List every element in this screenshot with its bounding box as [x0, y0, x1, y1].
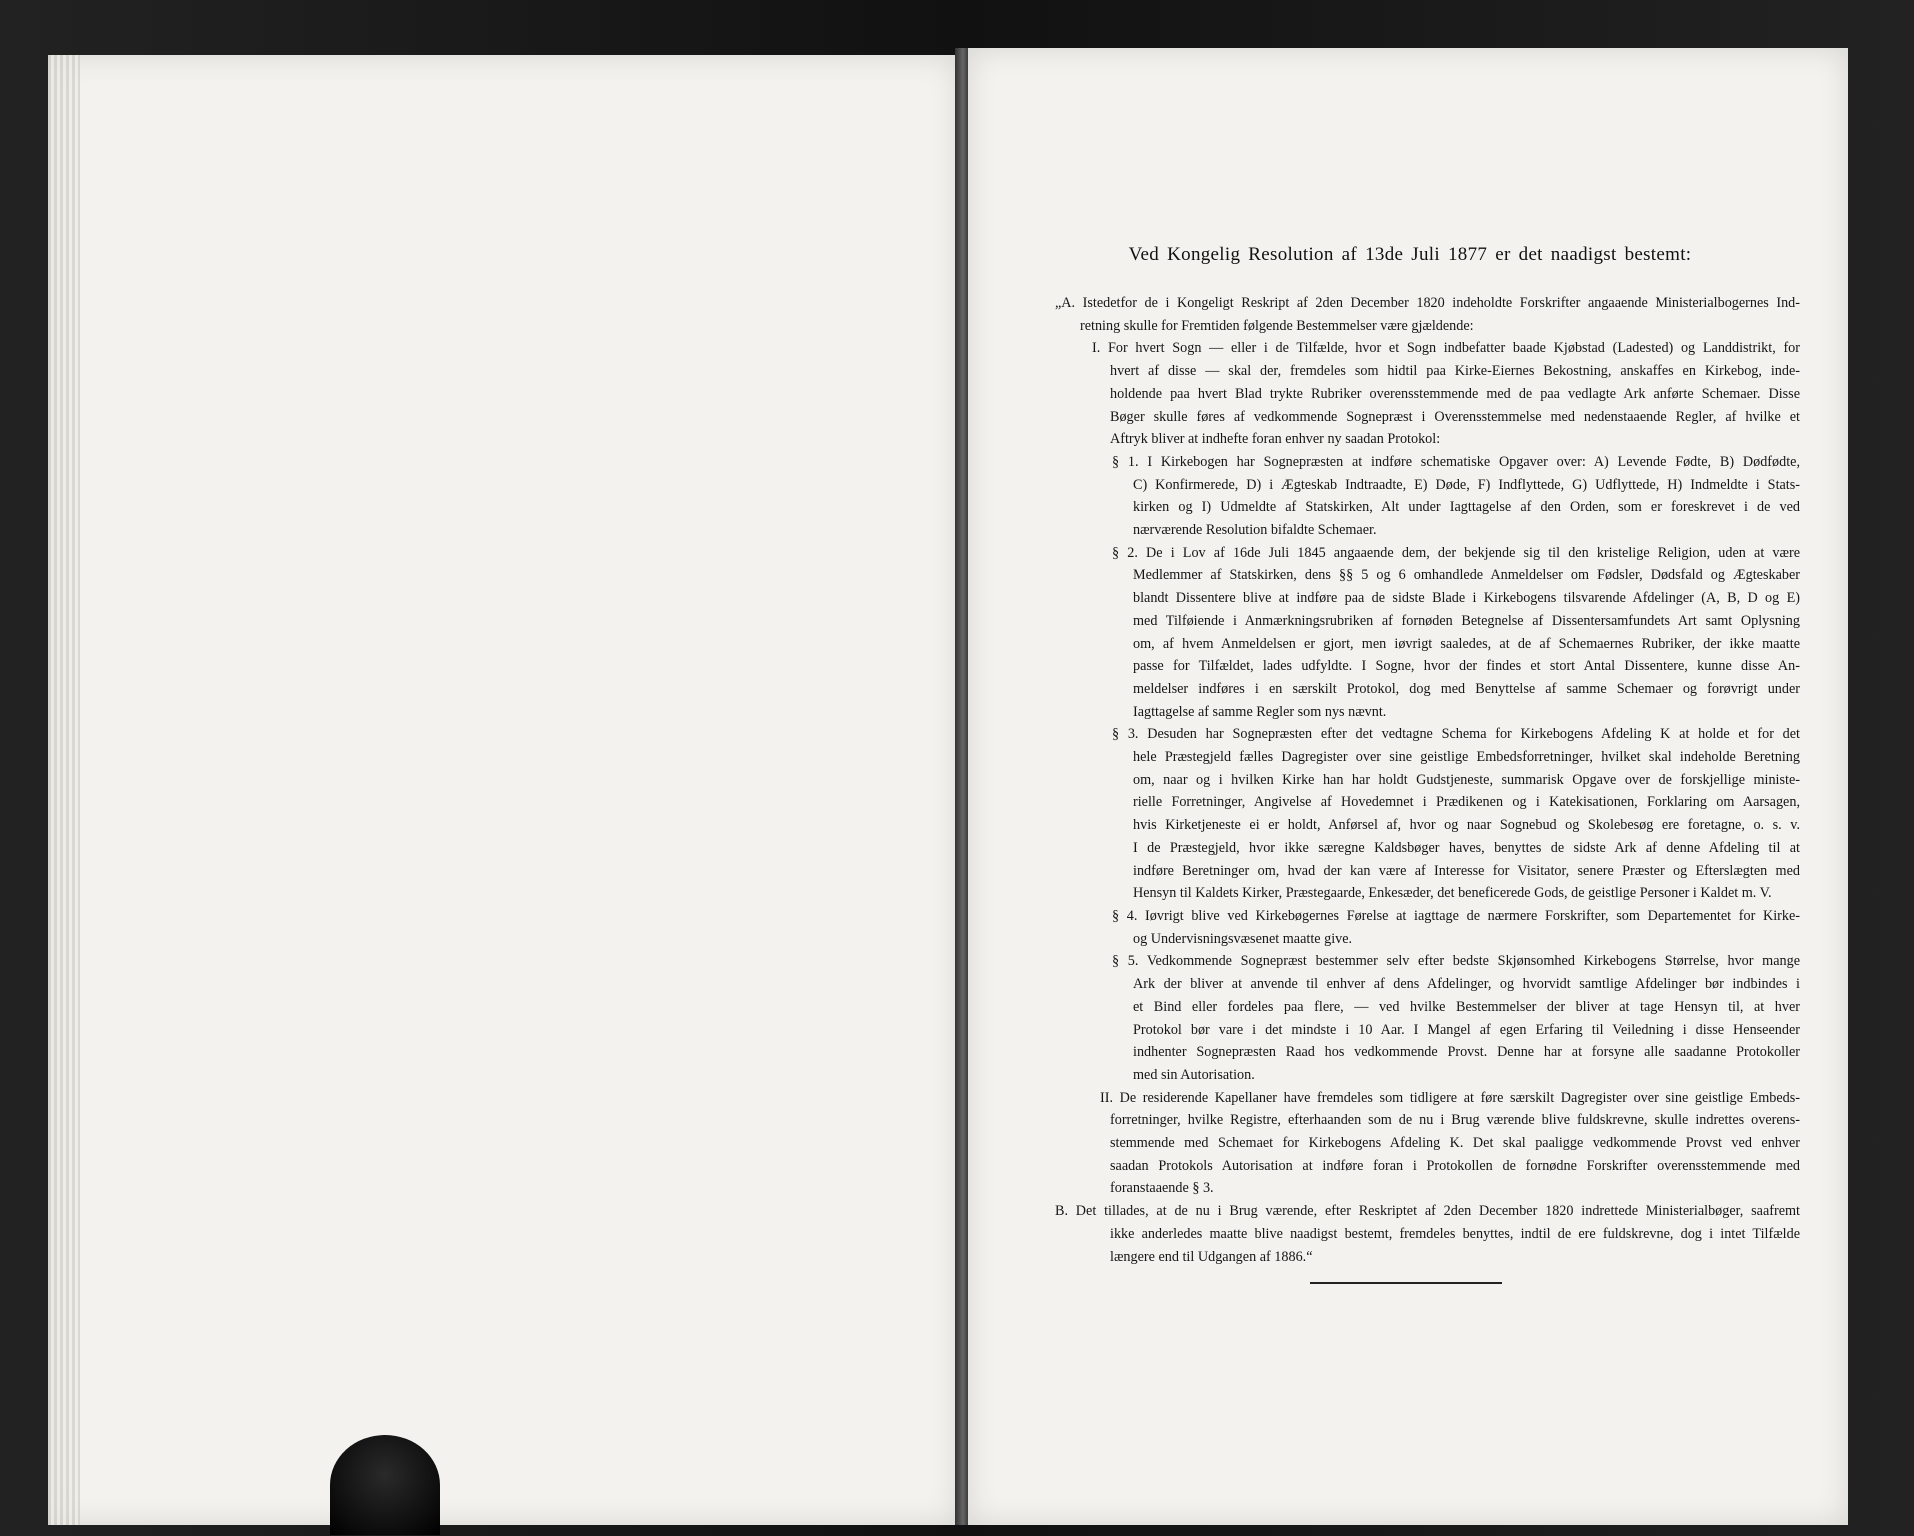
text-line: længere end til Udgangen af 1886.“	[1110, 1248, 1313, 1265]
text-line: hvert af disse — skal der, fremdeles som hidtil paa Kirke-Eiernes Bekostning, anskaffes en Kirkebog, inde-	[1110, 363, 1800, 380]
text-line: passe for Tilfældet, lades udfyldte. I Sogne, hvor der findes et stort Antal Dissentere, kunne disse An-	[1133, 658, 1800, 675]
text-line: „A. Istedetfor de i Kongeligt Reskript af 2den December 1820 indeholdte Forskrifter angaaende Ministerialbogernes Ind-	[1055, 295, 1800, 311]
text-line: Aftryk bliver at indhefte foran enhver ny saadan Protokol:	[1110, 431, 1441, 448]
left-page	[48, 55, 958, 1525]
text-line: C) Konfirmerede, D) i Ægteskab Indtraadte, E) Døde, F) Indflyttede, G) Udflyttede, H) Indmeldte i Stats-	[1133, 476, 1800, 493]
text-line: Ark der bliver at anvende til enhver af dens Afdelinger, og hvorvidt samtlige Afdelinger bør indbindes i	[1133, 976, 1800, 993]
text-line: § 1. I Kirkebogen har Sognepræsten at indføre schematiske Opgaver over: A) Levende Fødte, B) Dødfødte,	[1112, 453, 1800, 470]
closing-rule	[1310, 1282, 1502, 1284]
text-line: § 2. De i Lov af 16de Juli 1845 angaaende dem, der bekjende sig til den kristelige Religion, uden at være	[1112, 544, 1800, 561]
text-line: med Tilføiende i Anmærkningsrubriken af fornøden Betegnelse af Dissentersamfundets Art samt Oplysning	[1133, 612, 1800, 629]
text-line: holdende paa hvert Blad trykte Rubriker overensstemmende med de paa vedlagte Ark anførte Schemaer. Disse	[1110, 385, 1800, 402]
text-line: saadan Protokols Autorisation at indføre foran i Protokollen de fornødne Forskrifter overensstemmende med	[1110, 1157, 1800, 1174]
text-line: og Undervisningsvæsenet maatte give.	[1133, 930, 1353, 947]
text-line: II. De residerende Kapellaner have fremdeles som tidligere at føre særskilt Dagregister over sine geistlige Embeds-	[1100, 1089, 1800, 1106]
text-line: hvis Kirketjeneste ei er holdt, Anførsel af, hvor og naar Sognebud og Skolebesøg ere foretagne, o. s. v.	[1133, 817, 1800, 834]
page-edges	[48, 55, 80, 1525]
text-line: forretninger, hvilke Registre, efterhaanden som de nu i Brug værende blive fuldskrevne, skulle indrettes overens-	[1110, 1112, 1800, 1129]
text-line: blandt Dissentere blive at indføre paa de sidste Blade i Kirkebogens tilsvarende Afdelinger (A, B, D og E)	[1133, 590, 1800, 607]
text-line: hele Præstegjeld fælles Dagregister over sine geistlige Embedsforretninger, hvilket skal indeholde Beretning	[1133, 749, 1800, 766]
text-line: § 4. Iøvrigt blive ved Kirkebøgernes Førelse at iagttage de nærmere Forskrifter, som Departementet for Kirke-	[1112, 907, 1800, 924]
text-line: § 3. Desuden har Sognepræsten efter det vedtagne Schema for Kirkebogens Afdeling K at holde et for det	[1112, 726, 1800, 743]
text-line: om, naar og i hvilken Kirke han har holdt Gudstjeneste, summarisk Opgave over de forskjellige ministe-	[1133, 771, 1800, 788]
text-line: foranstaaende § 3.	[1110, 1180, 1214, 1197]
document-title: Ved Kongelig Resolution af 13de Juli 1877 er det naadigst bestemt:	[1128, 244, 1692, 265]
text-line: rielle Forretninger, Angivelse af Hovedemnet i Prædikenen og i Katekisationen, Forklaring om Aarsagen,	[1133, 794, 1800, 811]
text-line: Protokol bør vare i det mindste i 10 Aar. I Mangel af egen Erfaring til Veiledning i disse Henseender	[1133, 1021, 1800, 1038]
text-line: Medlemmer af Statskirken, dens §§ 5 og 6 omhandlede Anmeldelser om Fødsler, Dødsfald og Ægteskaber	[1133, 567, 1800, 584]
text-line: I. For hvert Sogn — eller i de Tilfælde, hvor et Sogn indbefatter baade Kjøbstad (Ladested) og Landdistrikt, for	[1092, 340, 1800, 357]
text-line: Iagttagelse af samme Regler som nys nævnt.	[1133, 703, 1387, 720]
text-line: § 5. Vedkommende Sognepræst bestemmer selv efter bedste Skjønsomhed Kirkebogens Størrelse, hvor mange	[1112, 953, 1800, 970]
text-line: om, af hvem Anmeldelsen er gjort, men iøvrigt saaledes, at de af Schemaernes Rubriker, der ikke maatte	[1133, 635, 1800, 652]
text-line: med sin Autorisation.	[1133, 1066, 1255, 1083]
thumb-shadow	[330, 1435, 440, 1535]
text-line: B. Det tillades, at de nu i Brug værende, efter Reskriptet af 2den December 1820 indrettede Ministerialbøger, saafremt	[1055, 1203, 1800, 1220]
text-line: indhenter Sognepræsten Raad hos vedkommende Provst. Denne har at forsyne alle saadanne Protokoller	[1133, 1044, 1800, 1061]
text-line: Hensyn til Kaldets Kirker, Præstegaarde, Enkesæder, det beneficerede Gods, de geistlige Personer i Kaldet m. V.	[1133, 885, 1772, 902]
text-line: kirken og I) Udmeldte af Statskirken, Alt under Iagttagelse af den Orden, som er foreskrevet i de ved	[1133, 499, 1800, 516]
text-line: et Bind eller fordeles paa flere, — ved hvilke Bestemmelser der bliver at tage Hensyn til, at hver	[1133, 998, 1800, 1015]
text-line: meldelser indføres i en særskilt Protokol, dog med Benyttelse af samme Schemaer og forøvrigt under	[1133, 680, 1800, 697]
text-line: ikke anderledes maatte blive naadigst bestemt, fremdeles benyttes, indtil de ere fuldskrevne, dog i intet Tilfælde	[1110, 1225, 1800, 1242]
text-line: stemmende med Schemaet for Kirkebogens Afdeling K. Det skal paaligge vedkommende Provst ved enhver	[1110, 1135, 1800, 1152]
text-line: retning skulle for Fremtiden følgende Bestemmelser være gjældende:	[1080, 317, 1474, 334]
text-line: indføre Beretninger om, hvad der kan være af Interesse for Visitator, senere Præster og Efterslægten med	[1133, 862, 1800, 879]
text-line: nærværende Resolution bifaldte Schemaer.	[1133, 522, 1377, 539]
text-line: I de Præstegjeld, hvor ikke særegne Kaldsbøger haves, benyttes de sidste Ark af denne Afdeling til at	[1133, 839, 1800, 856]
text-line: Bøger skulle føres af vedkommende Sognepræst i Overensstemmelse med nedenstaaende Regler, af hvilke et	[1110, 408, 1800, 425]
document-body	[1055, 292, 1800, 1268]
